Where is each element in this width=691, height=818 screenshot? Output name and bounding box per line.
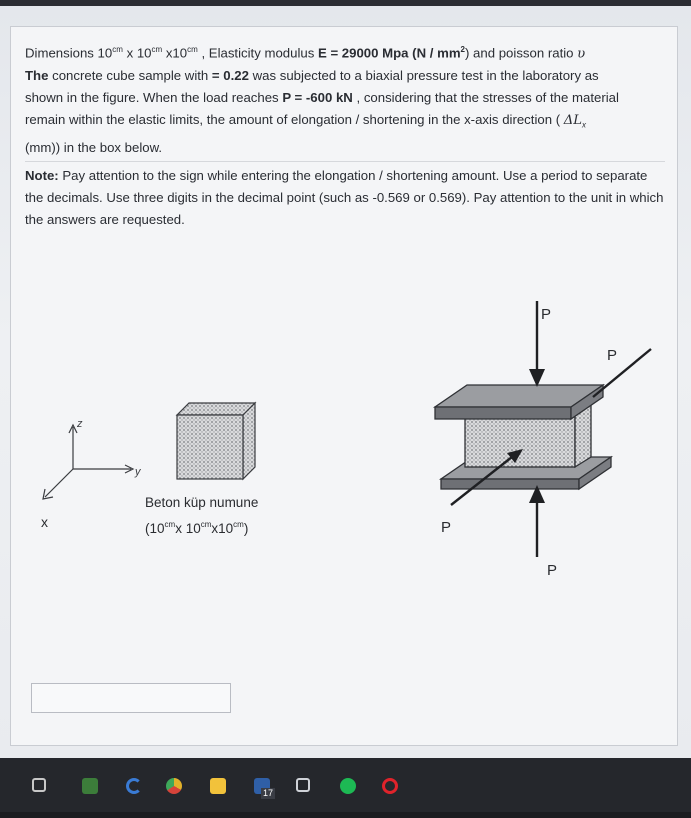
biaxial-test-icon bbox=[435, 385, 611, 489]
spotify-icon[interactable] bbox=[340, 778, 356, 794]
cube-caption-line2: ($10^{cm}x$ $10^{cm}x10^{cm}$) bbox=[145, 520, 249, 536]
question-text: Dimensions $10^{cm}$ x $10^{cm}$ $x10^{cm}$ , Elasticity modulus E = 29000 Mpa $(N / mm^2)$ and poisson ratio υ The concrete cube sample with = 0.22 was subjected to a biaxial pressure test in the laboratory as shown in the figure. When the load reaches P = -600 kN , considering that the stresses of the material remain within the elastic limits, the amount of elongation / shortening in the x-axis direction ( $\Delta L_x$ (mm)) in the box below. bbox=[25, 45, 619, 156]
test-figure bbox=[11, 257, 679, 817]
note-text: Note: Pay attention to the sign while entering the elongation / shortening amount. Use a period to separate the decimals. Use three digits in the decimal point (such as -0.569 or 0.569). Pay attention to the unit in which the answers are requested. bbox=[25, 168, 664, 227]
edge-icon[interactable] bbox=[126, 778, 142, 794]
load-p-right-label: P bbox=[607, 347, 618, 364]
taskbar bbox=[0, 758, 691, 812]
axis-x-label: x bbox=[41, 514, 48, 530]
store-icon[interactable] bbox=[82, 778, 98, 794]
monitor-bezel-bottom bbox=[0, 812, 691, 818]
cube-icon bbox=[177, 403, 255, 479]
photos-icon[interactable] bbox=[296, 778, 310, 792]
load-p-bottom-label: P bbox=[547, 562, 558, 579]
divider bbox=[25, 161, 665, 162]
chrome-icon[interactable] bbox=[166, 778, 182, 794]
axis-icon bbox=[43, 425, 133, 499]
answer-input[interactable] bbox=[31, 683, 231, 713]
opera-icon[interactable] bbox=[382, 778, 398, 794]
axis-y-label: y bbox=[135, 466, 141, 478]
taskview-icon[interactable] bbox=[32, 778, 46, 792]
cube-caption-line1: Beton küp numune bbox=[145, 495, 259, 510]
load-p-left-label: P bbox=[441, 519, 452, 536]
load-p-top-label: P bbox=[541, 306, 552, 323]
mail-badge: 17 bbox=[263, 788, 274, 798]
file-explorer-icon[interactable] bbox=[210, 778, 226, 794]
axis-z-label: z bbox=[77, 418, 83, 430]
question-card bbox=[10, 26, 678, 746]
browser-screen bbox=[0, 6, 691, 758]
